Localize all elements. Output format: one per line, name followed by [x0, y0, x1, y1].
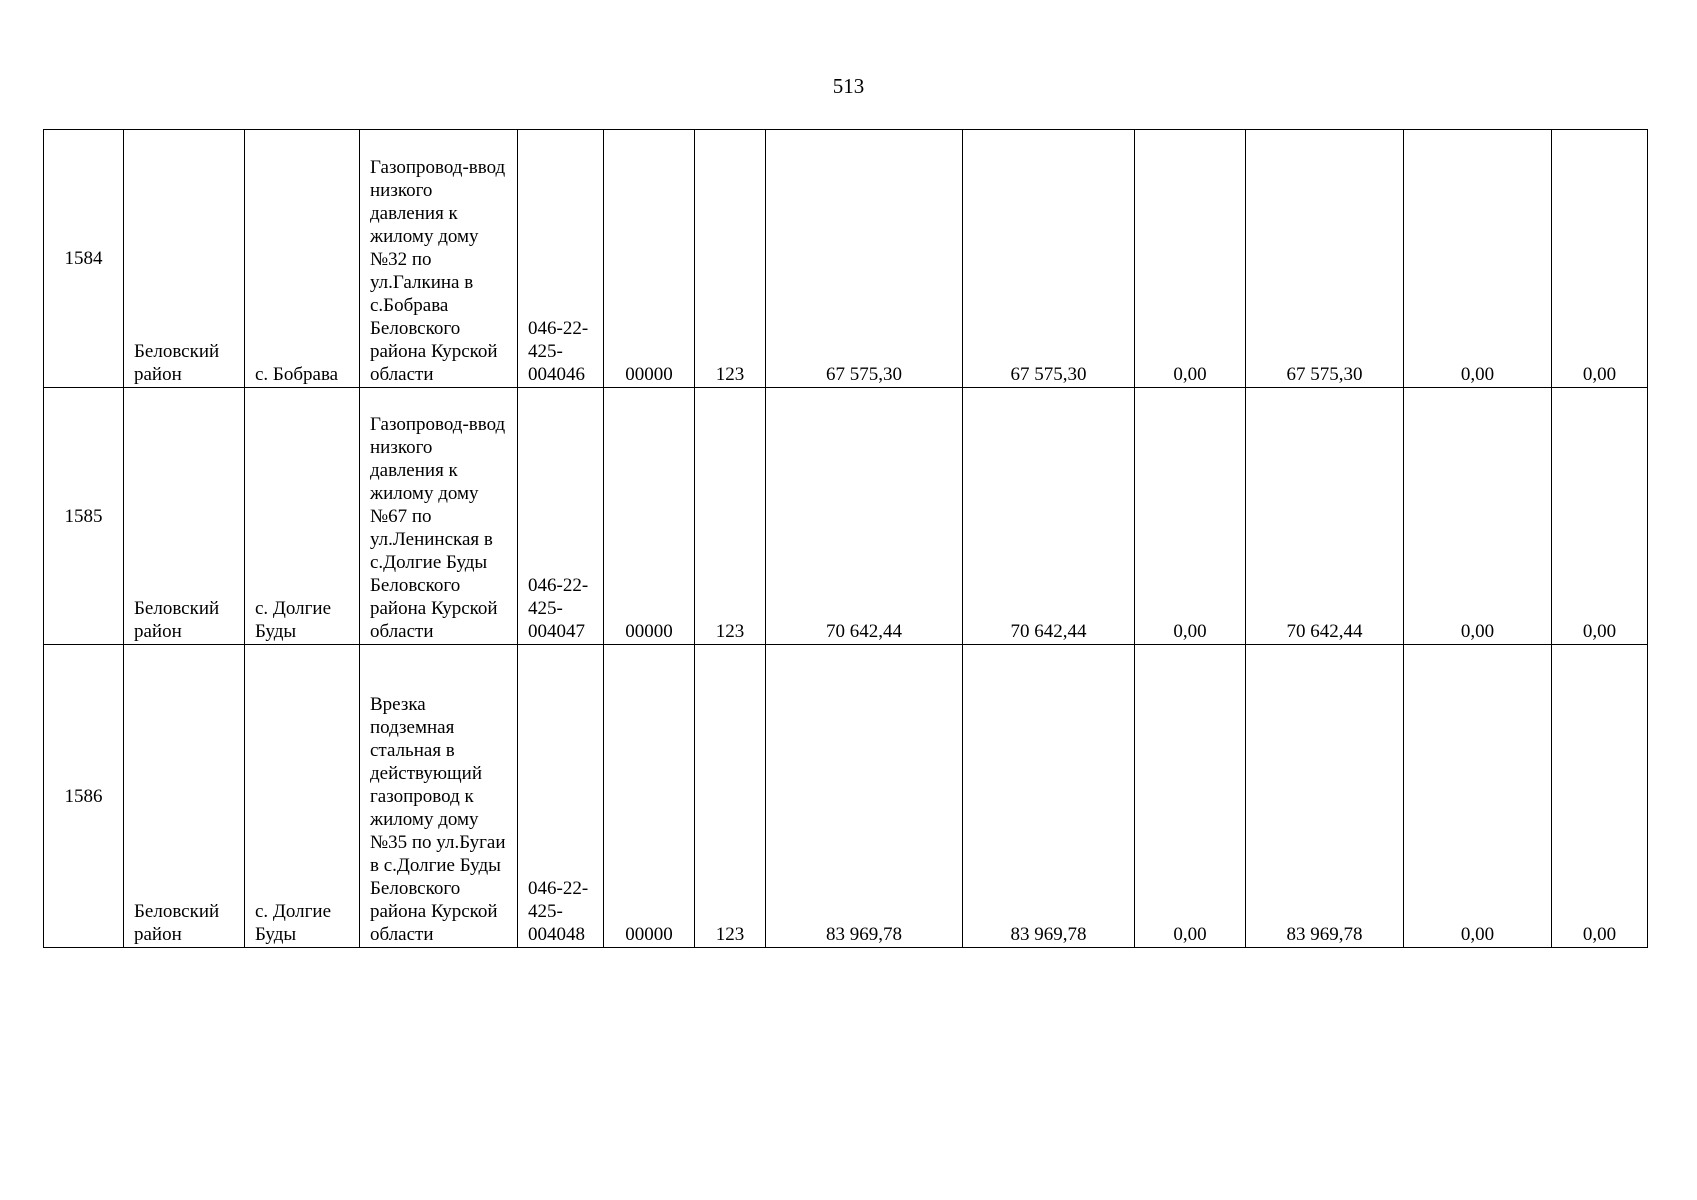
code-cell: 00000 [604, 645, 695, 948]
object-name-text: Газопровод-ввод низкого давления к жилому дому №67 по ул.Ленинская в с.Долгие Буды Беловского района Курской области [370, 414, 506, 642]
value-cell-6: 0,00 [1552, 130, 1648, 388]
cadastral-number-cell: 046-22-425-004046 [518, 130, 604, 388]
kind-cell: 123 [695, 130, 766, 388]
table-row [44, 388, 1648, 645]
object-name-cell [360, 130, 518, 388]
settlement-cell: с. Бобрава [245, 130, 360, 388]
value-cell-5: 0,00 [1404, 388, 1552, 645]
row-number-cell: 1585 [44, 388, 124, 645]
registry-table [43, 129, 1648, 948]
cadastral-number-cell: 046-22-425-004047 [518, 388, 604, 645]
page-number: 513 [832, 74, 865, 98]
value-cell-2: 67 575,30 [963, 130, 1135, 388]
object-name-text: Газопровод-ввод низкого давления к жилому дому №32 по ул.Галкина в с.Бобрава Беловского района Курской области [370, 157, 506, 385]
value-cell-4: 83 969,78 [1246, 645, 1404, 948]
row-number-cell: 1584 [44, 130, 124, 388]
value-cell-5: 0,00 [1404, 645, 1552, 948]
settlement-cell: с. Долгие Буды [245, 388, 360, 645]
object-name-text: Врезка подземная стальная в действующий газопровод к жилому дому №35 по ул.Бугаи в с.Долгие Буды Беловского района Курской области [370, 694, 506, 945]
district-cell: Беловский район [124, 130, 245, 388]
value-cell-3: 0,00 [1135, 130, 1246, 388]
value-cell-1: 83 969,78 [766, 645, 963, 948]
value-cell-1: 70 642,44 [766, 388, 963, 645]
cadastral-number-cell: 046-22-425-004048 [518, 645, 604, 948]
row-number-cell: 1586 [44, 645, 124, 948]
value-cell-3: 0,00 [1135, 645, 1246, 948]
value-cell-6: 0,00 [1552, 388, 1648, 645]
value-cell-2: 70 642,44 [963, 388, 1135, 645]
kind-cell: 123 [695, 645, 766, 948]
table-row [44, 130, 1648, 388]
kind-cell: 123 [695, 388, 766, 645]
value-cell-5: 0,00 [1404, 130, 1552, 388]
district-cell: Беловский район [124, 388, 245, 645]
object-name-cell [360, 645, 518, 948]
table-row [44, 645, 1648, 948]
object-name-cell [360, 388, 518, 645]
code-cell: 00000 [604, 388, 695, 645]
district-cell: Беловский район [124, 645, 245, 948]
value-cell-2: 83 969,78 [963, 645, 1135, 948]
code-cell: 00000 [604, 130, 695, 388]
value-cell-4: 67 575,30 [1246, 130, 1404, 388]
value-cell-1: 67 575,30 [766, 130, 963, 388]
value-cell-6: 0,00 [1552, 645, 1648, 948]
value-cell-4: 70 642,44 [1246, 388, 1404, 645]
settlement-cell: с. Долгие Буды [245, 645, 360, 948]
value-cell-3: 0,00 [1135, 388, 1246, 645]
